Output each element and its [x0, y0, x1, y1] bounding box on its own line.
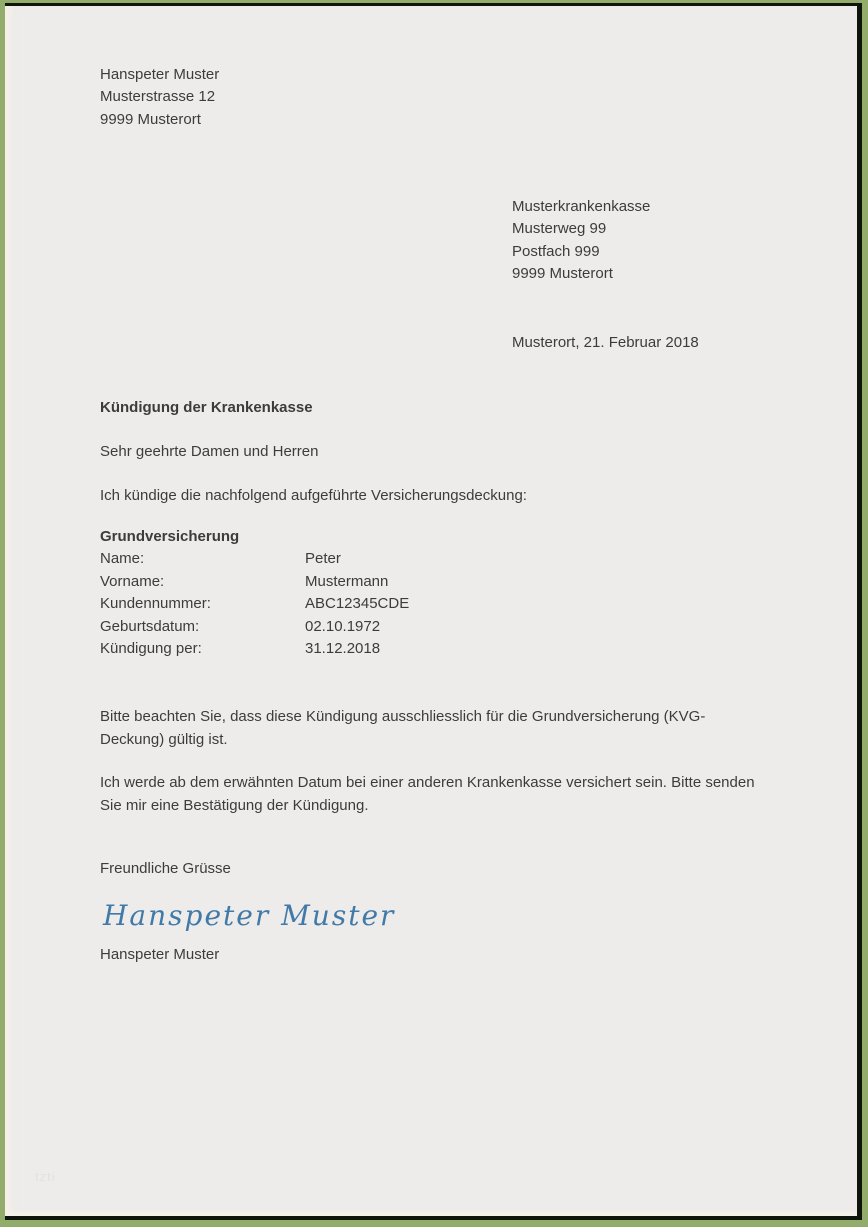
subject-line: Kündigung der Krankenkasse: [100, 399, 313, 416]
sender-name: Hanspeter Muster: [100, 66, 220, 83]
policy-row-kuendigung-per: [100, 638, 409, 660]
letter-paper: [5, 3, 862, 1220]
body-paragraph-2: Ich werde ab dem erwähnten Datum bei einer anderen Krankenkasse versichert sein. Bitte senden Sie mir eine Bestätigung der Kündigung.: [100, 774, 755, 814]
salutation-line: Sehr geehrte Damen und Herren: [100, 443, 319, 460]
policy-value: Mustermann: [305, 572, 389, 590]
recipient-city: 9999 Musterort: [512, 265, 613, 283]
faint-watermark: tzti: [35, 1169, 56, 1184]
closing-line: Freundliche Grüsse: [100, 860, 231, 877]
sender-street: Musterstrasse 12: [100, 88, 216, 106]
sender-city: 9999 Musterort: [100, 110, 201, 128]
policy-row-vorname: [100, 571, 409, 593]
policy-details-block: [100, 526, 409, 660]
policy-row-kundennummer: [100, 593, 409, 615]
policy-value: 31.12.2018: [305, 640, 381, 658]
policy-label: Kündigung per:: [100, 640, 202, 658]
body-paragraph-1: Bitte beachten Sie, dass diese Kündigung ausschliesslich für die Grundversicherung (KVG-Deckung) gültig ist.: [100, 708, 706, 748]
policy-value: Peter: [305, 550, 341, 568]
recipient-address-block: [512, 196, 650, 286]
policy-value: ABC12345CDE: [305, 595, 410, 613]
date-line: Musterort, 21. Februar 2018: [512, 334, 699, 351]
policy-row-name: [100, 548, 409, 570]
policy-label: Kundennummer:: [100, 595, 211, 613]
policy-row-geburtsdatum: [100, 616, 409, 638]
policy-label: Vorname:: [100, 572, 165, 590]
recipient-street: Musterweg 99: [512, 220, 607, 238]
handwritten-signature: Hanspeter Muster: [103, 899, 396, 932]
intro-line: Ich kündige die nachfolgend aufgeführte Versicherungsdeckung:: [100, 487, 527, 504]
recipient-pobox: Postfach 999: [512, 242, 600, 260]
policy-label: Name:: [100, 550, 145, 568]
signature-printed-name: Hanspeter Muster: [100, 946, 220, 963]
policy-title: Grundversicherung: [100, 528, 240, 545]
policy-label: Geburtsdatum:: [100, 617, 200, 635]
sender-address-block: [100, 64, 219, 131]
policy-value: 02.10.1972: [305, 617, 381, 635]
recipient-name: Musterkrankenkasse: [512, 198, 651, 215]
